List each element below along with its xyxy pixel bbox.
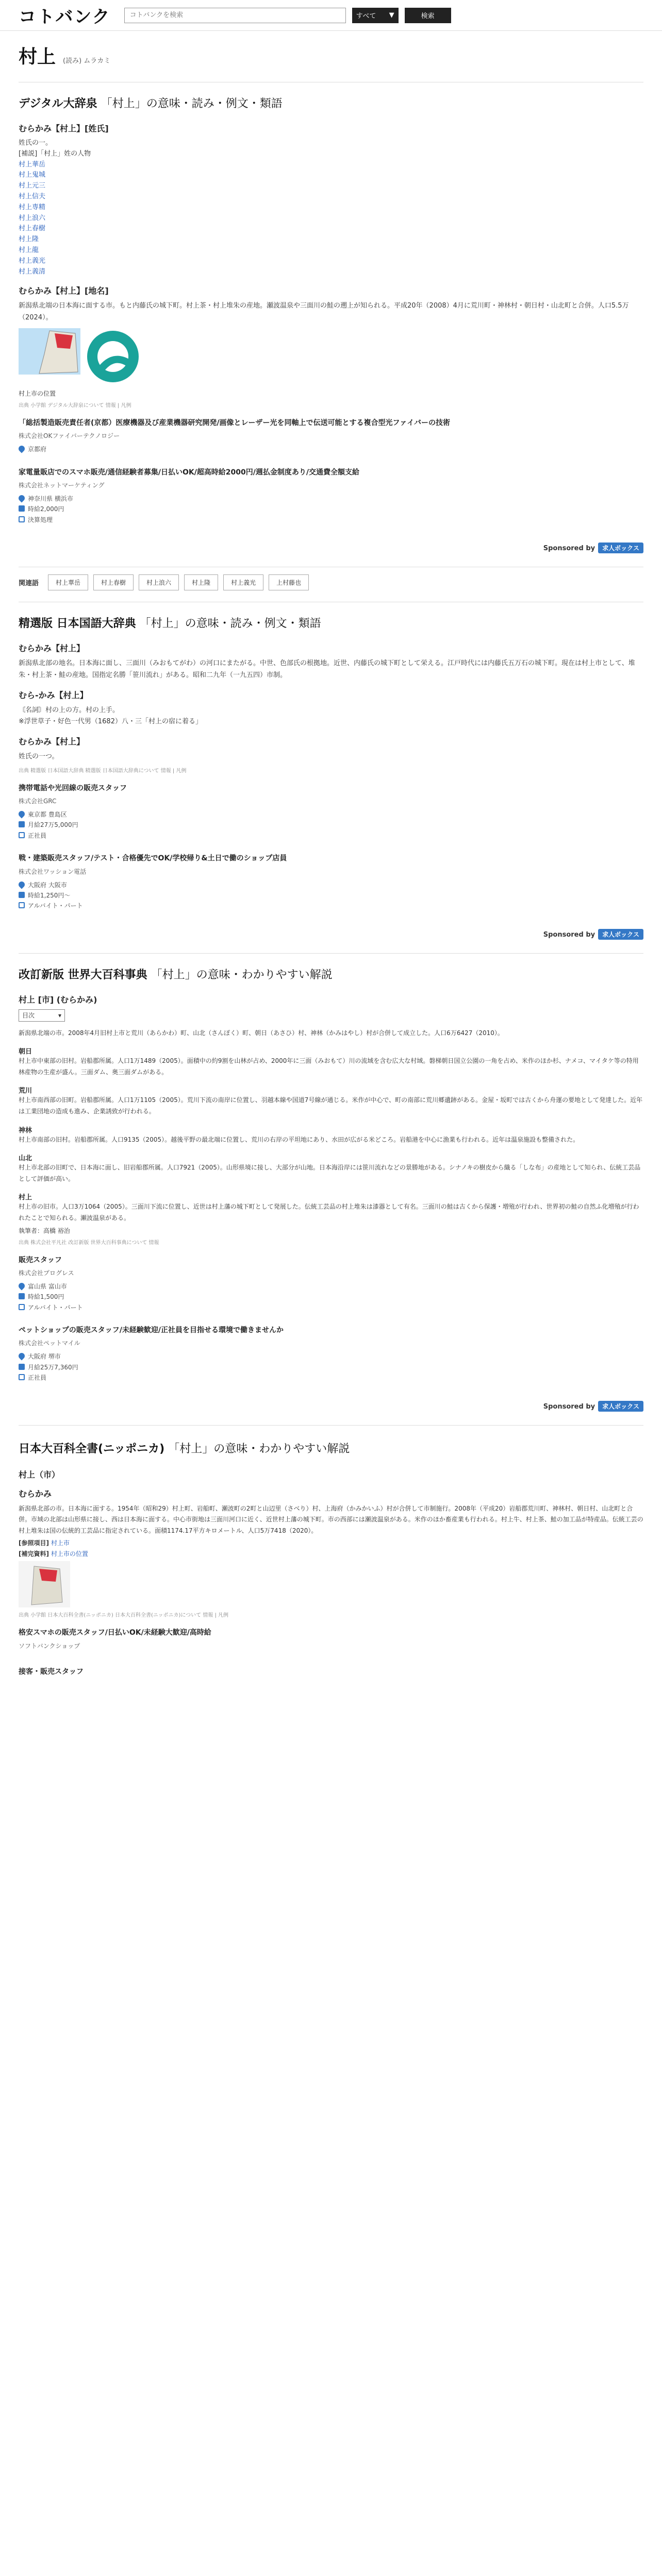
section-heading: 荒川 [19, 1087, 32, 1095]
dictionary-title [19, 966, 643, 982]
job-ad[interactable] [19, 1667, 643, 1682]
job-ad-location-text: 神奈川県 横浜市 [28, 495, 73, 502]
yen-icon [19, 821, 25, 827]
entry-line: 姓氏の一。 [19, 139, 53, 147]
sponsor-logo[interactable]: 求人ボックス [598, 543, 643, 553]
job-ad-pay-text: 月給27万5,000円 [28, 821, 78, 829]
toc-select[interactable] [19, 1009, 65, 1022]
entry-heading: むら‐かみ【村上】 [19, 690, 88, 700]
job-ad-title[interactable]: 戦・建築販売スタッフ/テスト・合格優先でOK/学校帰り&土日で働のショップ店員 [19, 854, 287, 863]
toc-select-label: 目次 [22, 1012, 35, 1020]
entry-body: 〘名詞〙村の上の方。村の上手。 [19, 706, 120, 714]
related-term-chip[interactable]: 村上春樹 [93, 574, 134, 590]
job-ad-type [19, 831, 643, 841]
related-term-chip[interactable]: 村上隆 [184, 574, 218, 590]
person-link[interactable]: 村上春樹 [19, 225, 46, 233]
location-pin-icon [18, 810, 26, 819]
entry-heading: むらかみ【村上】[姓氏] [19, 124, 109, 133]
related-term-chip[interactable]: 村上浪六 [139, 574, 179, 590]
job-ad[interactable] [19, 783, 643, 846]
chevron-down-icon: ▼ [389, 11, 394, 19]
job-ad-title[interactable]: 格安スマホの販売スタッフ/日払いOK/未経験大歓迎/高時給 [19, 1629, 211, 1637]
dictionary-subtitle: 「村上」の意味・読み・例文・類語 [139, 617, 321, 631]
location-pin-icon [18, 1281, 26, 1290]
source-note: 出典 精選版 日本国語大辞典 精選版 日本国語大辞典について 情報 | 凡例 [19, 768, 187, 774]
job-ad-title[interactable]: 販売スタッフ [19, 1256, 62, 1264]
search-input[interactable] [124, 8, 346, 23]
job-ad-location-text: 大阪府 大阪市 [28, 881, 67, 889]
calendar-icon [19, 516, 25, 522]
entry-heading: むらかみ【村上】[地名] [19, 286, 109, 296]
section-text: 村上市北部の旧町で、日本海に面し、旧岩船郡所属。人口7921（2005）。山形県境に接し、大部分が山地。日本海沿岸には笹川流れなどの景勝地がある。シナノキの樹皮から織る「しな布」の産地として知られ、伝統工芸品として評価が高い。 [19, 1164, 641, 1182]
person-link[interactable]: 村上隆 [19, 235, 39, 244]
person-link[interactable]: 村上龍 [19, 246, 39, 254]
sponsored-label: Sponsored by [543, 545, 595, 553]
section-heading: 神林 [19, 1126, 32, 1134]
job-ad-title[interactable]: 接客・販売スタッフ [19, 1667, 84, 1676]
job-ad-pay [19, 1292, 643, 1302]
person-link[interactable]: 村上義清 [19, 267, 46, 276]
job-ad-pay-text: 月給25万7,360円 [28, 1363, 78, 1371]
image-caption: 村上市の位置 [19, 389, 56, 397]
reference-link[interactable]: 村上市 [51, 1539, 70, 1547]
sponsored-label: Sponsored by [543, 930, 595, 939]
job-ad-location-text: 富山県 富山市 [28, 1282, 67, 1290]
job-ad-type-text: アルバイト・パート [28, 1303, 83, 1311]
job-ad-pay [19, 1362, 643, 1372]
job-ad-type-text: アルバイト・パート [28, 902, 83, 910]
related-term-chip[interactable]: 村上義光 [223, 574, 263, 590]
site-header [0, 0, 662, 31]
entry-line: [補説]「村上」姓の人物 [19, 149, 91, 158]
sponsored-label: Sponsored by [543, 1402, 595, 1411]
dictionary-subtitle: 「村上」の意味・わかりやすい解説 [168, 1442, 350, 1455]
dictionary-section-nikkoku [19, 602, 643, 954]
entry-intro: 新潟県北端の市。2008年4月旧村上市と荒川（あらかわ）町、山北（さんぽく）町、朝日（あさひ）村、神林（かみはやし）村が合併して成立した。人口6万6427（2010）。 [19, 1029, 504, 1037]
job-ad-company: 株式会社ペットマイル [19, 1340, 80, 1347]
entry-body [19, 138, 643, 277]
entry-images [19, 328, 643, 385]
job-ad-pay-text: 時給2,000円 [28, 505, 64, 513]
calendar-icon [19, 902, 25, 908]
chevron-down-icon: ▾ [58, 1011, 61, 1019]
job-ad-company: 株式会社OKファイバーテクノロジー [19, 432, 120, 440]
job-ad-company: 株式会社GRC [19, 798, 57, 805]
dictionary-subtitle: 「村上」の意味・わかりやすい解説 [151, 968, 333, 981]
location-pin-icon [18, 1352, 26, 1361]
related-terms [19, 567, 643, 602]
section-text: 村上市の旧市。人口3万1064（2005）。三面川下流に位置し、近世は村上藩の城下町として発展した。伝統工芸品の村上堆朱は漆器として有名。三面川の鮭は古くから保護・増殖が行われ、世界初の鮭の自然ふ化増殖が行われたことで知られる。瀬波温泉がある。 [19, 1203, 639, 1222]
search-button[interactable]: 検索 [405, 8, 451, 23]
site-logo[interactable]: コトバンク [19, 7, 111, 27]
dictionary-title [19, 615, 643, 631]
location-pin-icon [18, 880, 26, 889]
job-ad-type [19, 1372, 643, 1383]
title-row [19, 31, 643, 82]
dictionary-name: デジタル大辞泉 [19, 97, 97, 110]
section-heading: 山北 [19, 1155, 32, 1163]
page-reading: (読み) ムラカミ [63, 57, 111, 65]
source-note: 出典 小学館 日本大百科全書(ニッポニカ) 日本大百科全書(ニッポニカ)について 情報 | 凡例 [19, 1613, 229, 1619]
sponsored-by [19, 537, 643, 558]
dictionary-section-nipponica [19, 1440, 643, 1682]
dictionary-title [19, 95, 643, 111]
city-emblem-image [85, 328, 141, 385]
job-ad-location [19, 494, 643, 504]
job-ad-location [19, 809, 643, 820]
location-pin-icon [18, 445, 26, 453]
search-scope-select[interactable] [352, 8, 399, 23]
person-link[interactable]: 村上専精 [19, 203, 46, 211]
supplement-link[interactable]: 村上市の位置 [51, 1550, 88, 1558]
section-text: 村上市南部の旧村。岩船郡所属。人口9135（2005）。越後平野の最北端に位置し、荒川の右岸の平坦地にあり、水田が広がる米どころ。岩船港を中心に漁業も行われる。近年は温泉施設も整備された。 [19, 1136, 580, 1143]
entry-body: 姓氏の一つ。 [19, 753, 59, 761]
person-link[interactable]: 村上浪六 [19, 214, 46, 222]
job-ad-pay [19, 504, 643, 514]
job-ad[interactable] [19, 1255, 643, 1318]
dictionary-section-sekai [19, 954, 643, 1426]
job-ad-company: 株式会社ネットマーケティング [19, 481, 105, 489]
dictionary-title [19, 1440, 643, 1456]
entry-body: 新潟県北端の日本海に面する市。もと内藤氏の城下町。村上茶・村上堆朱の産地。瀬波温泉や三面川の鮭の遡上が知られる。平成20年（2008）4月に荒川町・神林村・朝日村・山北町と合併。人口5.5万（2024）。 [19, 302, 629, 322]
author-note: 執筆者：高橋 裕治 [19, 1227, 70, 1234]
job-ad-title[interactable]: 「総括製造販売責任者(京都）医療機器及び産業機器研究開発/画像とレーザー光を同軸上で伝送可能とする複合型光ファイバーの技術 [19, 418, 450, 427]
reference-links [19, 1538, 643, 1547]
section-text: 村上市中東部の旧村。岩船郡所属。人口1万1489（2005）。面積中の約9割を山林が占め、2000年に三面（みおもて）川の流域を含む広大な村域。磐梯朝日国立公園の一角を占め、米作のほか杉、ナメコ、マイタケ等の特用林産物の生産が盛ん。三面ダム、奥三面ダムがある。 [19, 1057, 639, 1076]
location-map-thumbnail[interactable] [19, 1561, 70, 1607]
entry-body: 新潟県北部の地名。日本海に面し、三面川（みおもてがわ）の河口にまたがる。中世、色部氏の根拠地。近世、内藤氏の城下町として栄える。江戸時代には内藤氏五万石の城下町。現在は村上市として、堆朱・村上茶・鮭の産地。国指定名勝「笹川流れ」がある。昭和二九年（一九五四）市制。 [19, 659, 635, 679]
person-link[interactable]: 村上元三 [19, 182, 46, 190]
job-ad-title[interactable]: ペットショップの販売スタッフ/未経験歓迎/正社員を目指せる環境で働きませんか [19, 1326, 284, 1335]
job-ad-type [19, 1302, 643, 1313]
entry-heading: 村上 [市] (むらかみ) [19, 994, 97, 1005]
dictionary-section-daijisen [19, 82, 643, 567]
section-heading: 村上 [19, 1194, 32, 1202]
location-pin-icon [18, 494, 26, 502]
supplement-label: [補完資料] [19, 1550, 49, 1558]
yen-icon [19, 892, 25, 898]
related-term-chip[interactable]: 上村藤也 [269, 574, 309, 590]
section-heading: 朝日 [19, 1048, 32, 1056]
yen-icon [19, 505, 25, 512]
yen-icon [19, 1364, 25, 1370]
job-ad[interactable] [19, 1628, 643, 1659]
job-ad-location [19, 1281, 643, 1292]
job-ad[interactable] [19, 853, 643, 916]
job-ad-company: 株式会社プログレス [19, 1269, 74, 1277]
job-ad-location-text: 京都府 [28, 446, 47, 453]
calendar-icon [19, 832, 25, 838]
entry-subheading: むらかみ [19, 1488, 52, 1499]
search-scope-label: すべて [356, 12, 376, 20]
entry-heading: 村上（市） [19, 1469, 60, 1480]
calendar-icon [19, 1304, 25, 1310]
job-ad-location [19, 1351, 643, 1362]
location-map-image[interactable] [19, 328, 80, 375]
section-text: 村上市南西部の旧町。岩船郡所属。人口1万1105（2005）。荒川下流の南岸に位置し、羽越本線や国道7号線が通じる。米作が中心で、町の南部に荒川郷遺跡がある。金屋・坂町では古くから舟運の要地として発達した。近年は工業団地の造成も進み、企業誘致が行われる。 [19, 1096, 643, 1115]
job-ad-company: 株式会社ワッション電話 [19, 868, 87, 875]
job-ad-type-text: 決算処理 [28, 516, 53, 523]
job-ad-type-text: 正社員 [28, 832, 47, 839]
person-link[interactable]: 村上鬼城 [19, 171, 46, 179]
sponsor-logo[interactable]: 求人ボックス [598, 1401, 643, 1412]
supplement-links [19, 1549, 643, 1558]
dictionary-subtitle: 「村上」の意味・読み・例文・類語 [101, 97, 283, 110]
job-ad-pay [19, 890, 643, 901]
job-ad-pay [19, 820, 643, 830]
person-link[interactable]: 村上華岳 [19, 160, 46, 168]
person-link[interactable]: 村上義光 [19, 257, 46, 265]
job-ad-type-text: 正社員 [28, 1374, 47, 1382]
job-ad[interactable] [19, 467, 643, 530]
job-ad-location [19, 444, 643, 454]
job-ad-pay-text: 時給1,500円 [28, 1293, 64, 1301]
job-ad-pay-text: 時給1,250円〜 [28, 891, 71, 899]
dictionary-name: 日本大百科全書(ニッポニカ) [19, 1442, 165, 1455]
job-ad-company: ソフトバンクショップ [19, 1642, 80, 1650]
job-ad-location-text: 東京都 豊島区 [28, 811, 67, 819]
yen-icon [19, 1293, 25, 1299]
person-link[interactable]: 村上信夫 [19, 192, 46, 200]
job-ad-location-text: 大阪府 堺市 [28, 1353, 61, 1361]
job-ad[interactable] [19, 418, 643, 460]
source-note: 出典 小学館 デジタル大辞泉について 情報 | 凡例 [19, 402, 131, 409]
sponsored-by [19, 1396, 643, 1417]
page-title: 村上 [19, 46, 56, 67]
job-ad-location [19, 880, 643, 890]
reference-label: [参照項目] [19, 1539, 49, 1547]
job-ad-title[interactable]: 携帯電話や光回線の販売スタッフ [19, 784, 127, 792]
job-ad[interactable] [19, 1325, 643, 1388]
calendar-icon [19, 1374, 25, 1380]
entry-heading: むらかみ【村上】 [19, 643, 85, 654]
job-ad-type [19, 515, 643, 525]
job-ad-type [19, 901, 643, 911]
related-terms-label: 関連語 [19, 580, 39, 588]
sponsor-logo[interactable]: 求人ボックス [598, 929, 643, 940]
job-ad-title[interactable]: 家電量販店でのスマホ販売/通信経験者募集/日払いOK/超高時給2000円/週払金制度あり/交通費全額支給 [19, 468, 359, 477]
entry-body: 新潟県北部の市。日本海に面する。1954年（昭和29）村上町、岩船町、瀬波町の2町と山辺里（さべり）村、上海府（かみかいふ）村が合併して市制施行。2008年（平成20）岩船郡荒川町、神林村、朝日村、山北町と合併。市域の北部は山形県に接し、西は日本海に面する。中心市街地は三面川河口に近く、近世村上藩の城下町。市の西部には瀬波温泉がある。米作のほか畜産業も行われる。村上牛、村上茶、鮭の加工品が特産品。伝統工芸の村上堆朱は国の伝統的工芸品に指定されている。面積1174.17平方キロメートル、人口5万7418（2020）。 [19, 1504, 643, 1534]
entry-quote: ※浮世草子・好色一代男（1682）八・三「村上の宿に着る」 [19, 718, 202, 726]
source-note: 出典 株式会社平凡社 改訂新版 世界大百科事典について 情報 [19, 1240, 159, 1246]
sponsored-by [19, 924, 643, 945]
related-term-chip[interactable]: 村上華岳 [48, 574, 88, 590]
entry-heading: むらかみ【村上】 [19, 737, 85, 747]
dictionary-name: 改訂新版 世界大百科事典 [19, 968, 147, 981]
dictionary-name: 精選版 日本国語大辞典 [19, 617, 136, 631]
